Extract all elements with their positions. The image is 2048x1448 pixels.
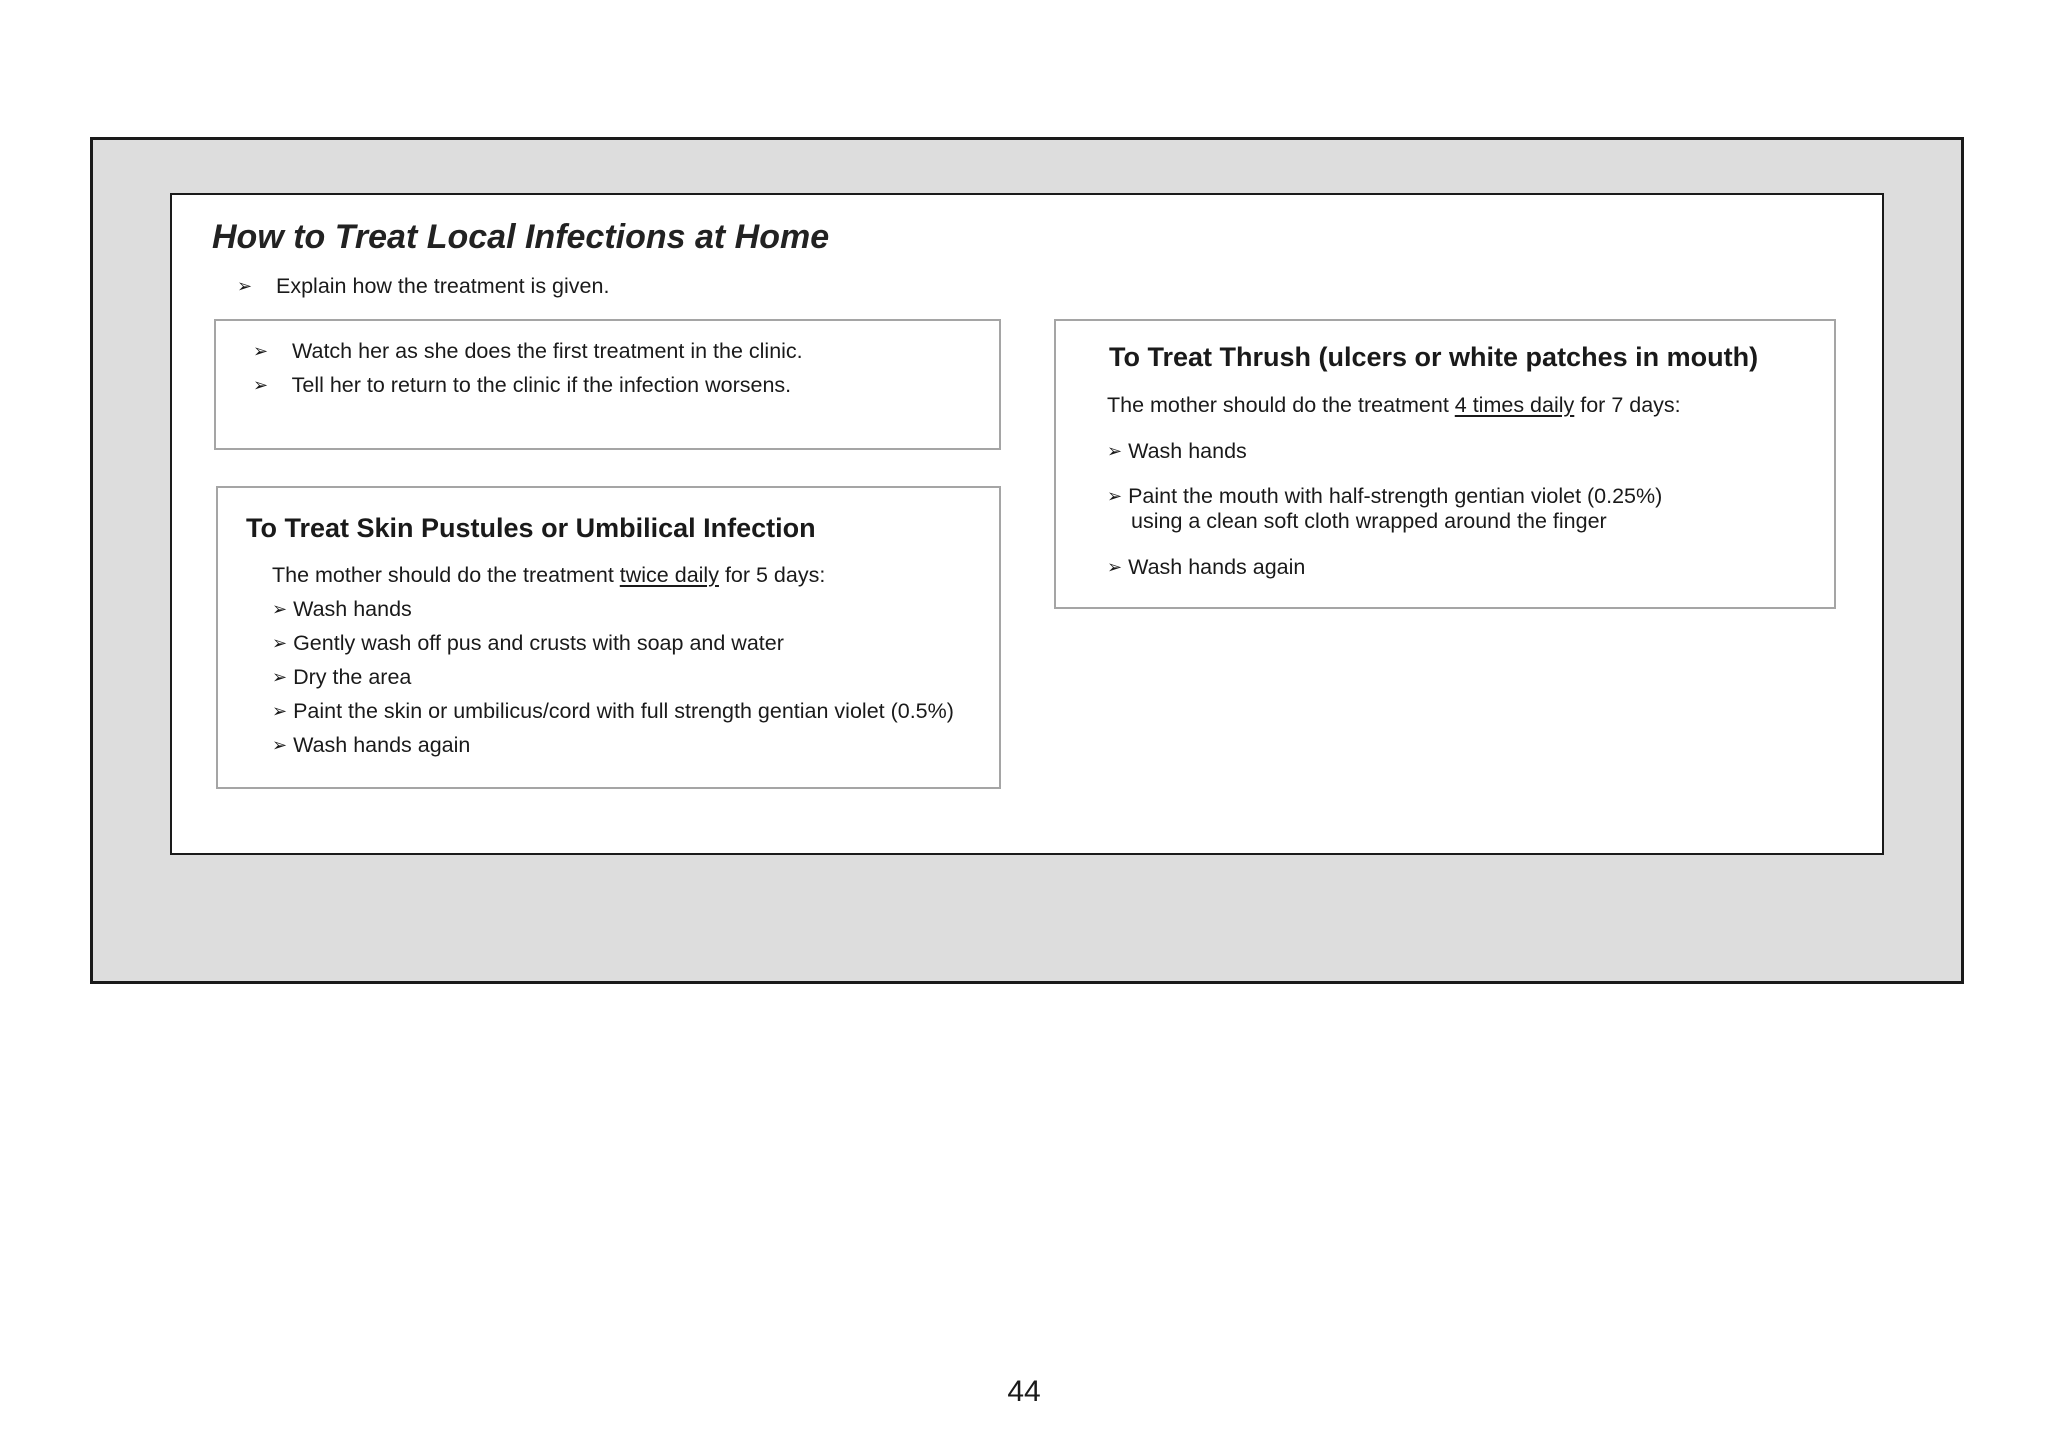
thrush-treatment-intro	[1107, 394, 1681, 418]
thrush-step	[1107, 485, 1662, 509]
thrush-step-text: Wash hands	[1128, 439, 1247, 463]
skin-step	[272, 666, 411, 690]
arrowhead-bullet-icon: ➢	[1107, 486, 1123, 506]
thrush-treatment-heading: To Treat Thrush (ulcers or white patches in mouth)	[1109, 342, 1759, 372]
thrush-step-text: Paint the mouth with half-strength gentian violet (0.25%)	[1128, 484, 1663, 508]
thrush-step	[1107, 556, 1305, 580]
thrush-step	[1107, 440, 1247, 464]
skin-frequency: twice daily	[619, 563, 719, 587]
page-number: 44	[1007, 1375, 1041, 1408]
arrowhead-bullet-icon: ➢	[272, 633, 288, 653]
instruction-text: Tell her to return to the clinic if the infection worsens.	[291, 373, 792, 397]
arrowhead-bullet-icon: ➢	[272, 735, 288, 755]
instruction-item	[253, 374, 791, 398]
thrush-frequency: 4 times daily	[1454, 393, 1575, 417]
skin-step	[272, 734, 470, 758]
skin-step	[272, 598, 412, 622]
skin-treatment-heading: To Treat Skin Pustules or Umbilical Infection	[246, 513, 816, 543]
intro-item	[237, 274, 609, 299]
arrowhead-bullet-icon: ➢	[253, 341, 269, 361]
instruction-text: Watch her as she does the first treatment in the clinic.	[292, 339, 803, 363]
thrush-step-text: Wash hands again	[1128, 555, 1306, 579]
arrowhead-bullet-icon: ➢	[1107, 557, 1123, 577]
thrush-intro-text: The mother should do the treatment	[1107, 393, 1455, 417]
arrowhead-bullet-icon: ➢	[272, 701, 288, 721]
thrush-duration: for 7 days:	[1574, 393, 1681, 417]
skin-step-text: Wash hands	[293, 597, 412, 621]
skin-treatment-intro	[272, 564, 825, 588]
arrowhead-bullet-icon: ➢	[272, 599, 288, 619]
skin-step-text: Dry the area	[293, 665, 412, 689]
arrowhead-bullet-icon: ➢	[1107, 441, 1123, 461]
arrowhead-bullet-icon: ➢	[253, 375, 269, 395]
arrowhead-bullet-icon: ➢	[237, 276, 253, 296]
skin-step-text: Wash hands again	[293, 733, 471, 757]
intro-text: Explain how the treatment is given.	[276, 274, 610, 298]
skin-intro-text: The mother should do the treatment	[272, 563, 620, 587]
skin-duration: for 5 days:	[718, 563, 826, 587]
thrush-step-continuation: using a clean soft cloth wrapped around the finger	[1131, 509, 1607, 533]
page-title: How to Treat Local Infections at Home	[212, 218, 830, 256]
skin-step	[272, 700, 954, 724]
skin-step-text: Paint the skin or umbilicus/cord with full strength gentian violet (0.5%)	[293, 699, 954, 723]
skin-step-text: Gently wash off pus and crusts with soap and water	[293, 631, 784, 655]
arrowhead-bullet-icon: ➢	[272, 667, 288, 687]
instruction-item	[253, 340, 803, 364]
skin-step	[272, 632, 784, 656]
